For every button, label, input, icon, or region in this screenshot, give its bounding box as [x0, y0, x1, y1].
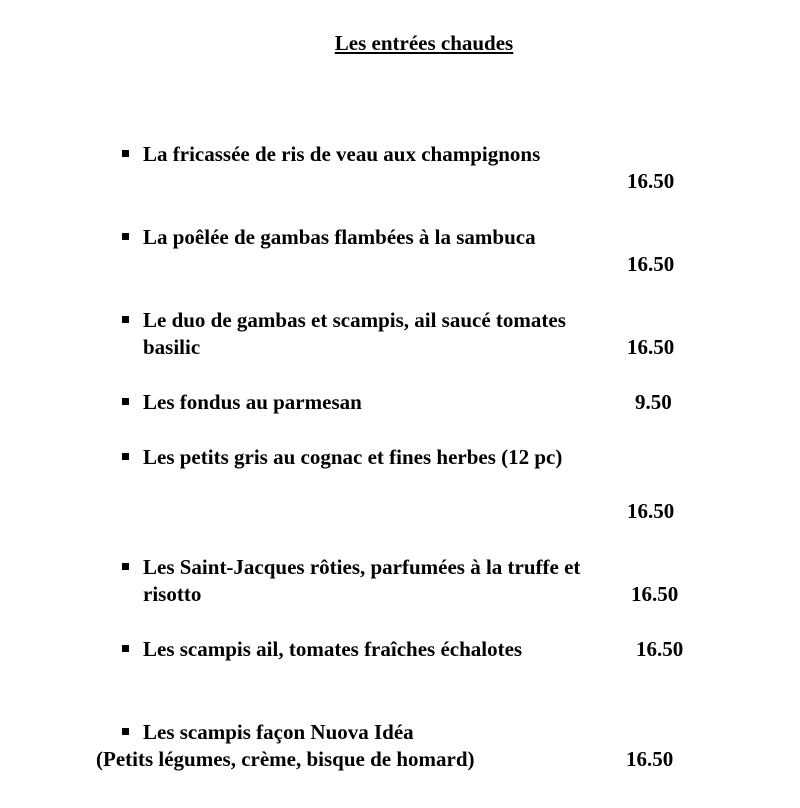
- menu-item-name: Les scampis ail, tomates fraîches échalotes: [143, 637, 523, 661]
- menu-item-name-continued: (Petits légumes, crème, bisque de homard): [96, 747, 475, 771]
- menu-item-price: 16.50: [627, 499, 675, 523]
- menu-item-name: Les fondus au parmesan: [143, 390, 362, 414]
- menu-item-price: 16.50: [631, 582, 679, 606]
- menu-item-name: Les petits gris au cognac et fines herbes (12 pc): [143, 445, 563, 469]
- bullet-icon: [122, 398, 129, 405]
- menu-item-name-continued: risotto: [143, 582, 202, 606]
- menu-item-price: 16.50: [627, 252, 675, 276]
- bullet-icon: [122, 316, 129, 323]
- bullet-icon: [122, 233, 129, 240]
- menu-item-price: 16.50: [626, 747, 674, 771]
- bullet-icon: [122, 645, 129, 652]
- bullet-icon: [122, 563, 129, 570]
- menu-item-name: Le duo de gambas et scampis, ail saucé tomates: [143, 308, 566, 332]
- bullet-icon: [122, 728, 129, 735]
- menu-item-name: Les Saint-Jacques rôties, parfumées à la truffe et: [143, 555, 581, 579]
- menu-item-name-continued: basilic: [143, 335, 201, 359]
- menu-item-name: La fricassée de ris de veau aux champignons: [143, 142, 541, 166]
- menu-item-price: 9.50: [635, 390, 672, 414]
- menu-item-price: 16.50: [627, 335, 675, 359]
- menu-item-price: 16.50: [636, 637, 684, 661]
- bullet-icon: [122, 453, 129, 460]
- bullet-icon: [122, 150, 129, 157]
- menu-item-name: Les scampis façon Nuova Idéa: [143, 720, 414, 744]
- menu-item-price: 16.50: [627, 169, 675, 193]
- menu-title: Les entrées chaudes: [334, 31, 514, 55]
- menu-item-name: La poêlée de gambas flambées à la sambuca: [143, 225, 536, 249]
